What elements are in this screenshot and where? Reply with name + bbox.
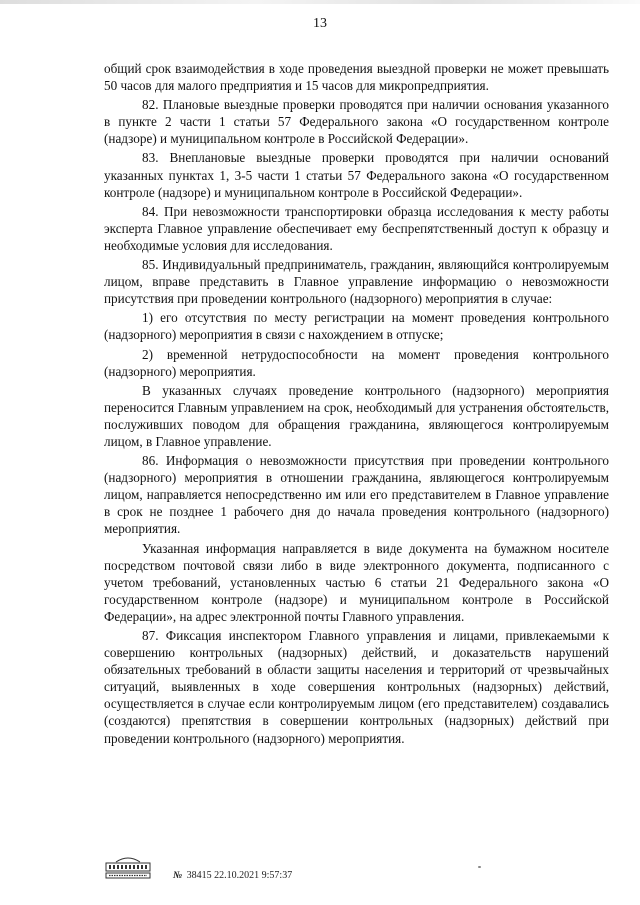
scan-speck: [478, 866, 481, 868]
paragraph-83: 83. Внеплановые выездные проверки проводятся при наличии оснований указанных пунктах 1, 3-5 части 1 статьи 57 Федерального закона «О государственном контроле (надзоре) и муниципальном контроле в Российской Федерации».: [104, 150, 609, 200]
page-number: 13: [313, 16, 327, 31]
paragraph-85: 85. Индивидуальный предприниматель, гражданин, являющийся контролируемым лицом, вправе представить в Главное управление информацию о невозможности присутствия при проведении контрольного (надзорного) мероприятия в случае:: [104, 257, 609, 307]
paragraph-84: 84. При невозможности транспортировки образца исследования к месту работы эксперта Главное управление обеспечивает ему беспрепятственный доступ к образцу и необходимые условия для исследования.: [104, 203, 609, 253]
paragraph-85-item-2: 2) временной нетрудоспособности на момент проведения контрольного (надзорного) мероприятия.: [104, 346, 609, 379]
scan-edge: [0, 0, 640, 4]
document-body: [104, 60, 609, 747]
paragraph-86: 86. Информация о невозможности присутствия при проведении контрольного (надзорного) мероприятия в отношении гражданина, являющегося контролируемым лицом, направляется непосредственно им или его представителем в Главное управление в срок не позднее 1 рабочего дня до начала проведения контрольного (надзорного) мероприятия.: [104, 453, 609, 537]
paragraph-87: 87. Фиксация инспектором Главного управления и лицами, привлекаемыми к совершению контрольных (надзорных) действий, и доказательств нарушений обязательных требований в области защиты населения и территорий от чрезвычайных ситуаций, выявленных в ходе совершения контрольных (надзорных) действий, осуществляется в случае если контролируемым лицом (его представителем) создавались (создаются) препятствия в совершении контрольных (надзорных) действий при проведении контрольного (надзорного) мероприятия.: [104, 628, 609, 746]
registration-stamp: [173, 870, 292, 881]
print-house-logo-icon: [104, 855, 152, 881]
paragraph-85-note: В указанных случаях проведение контрольного (надзорного) мероприятия переносится Главным управлением на срок, необходимый для устранения обстоятельств, послуживших поводом для обращения гражданина, являющегося контролируемым лицом, в Главное управление.: [104, 382, 609, 449]
paragraph-82: 82. Плановые выездные проверки проводятся при наличии основания указанного в пункте 2 части 1 статьи 57 Федерального закона «О государственном контроле (надзоре) и муниципальном контроле в Российской Федерации».: [104, 97, 609, 147]
registration-number-date: 38415 22.10.2021 9:57:37: [186, 870, 293, 881]
paragraph-86-info: Указанная информация направляется в виде документа на бумажном носителе посредством почтовой связи либо в виде электронного документа, подписанного с учетом требований, установленных частью 6 статьи 21 Федерального закона «О государственном контроле (надзоре) и муниципальном контроле в Российской Федерации», на адрес электронной почты Главного управления.: [104, 540, 609, 624]
paragraph-85-item-1: 1) его отсутствия по месту регистрации на момент проведения контрольного (надзорного) мероприятия в связи с нахождением в отпуске;: [104, 310, 609, 343]
paragraph-continuation: общий срок взаимодействия в ходе проведения выездной проверки не может превышать 50 часов для малого предприятия и 15 часов для микропредприятия.: [104, 61, 609, 94]
number-sign: №: [173, 870, 183, 881]
